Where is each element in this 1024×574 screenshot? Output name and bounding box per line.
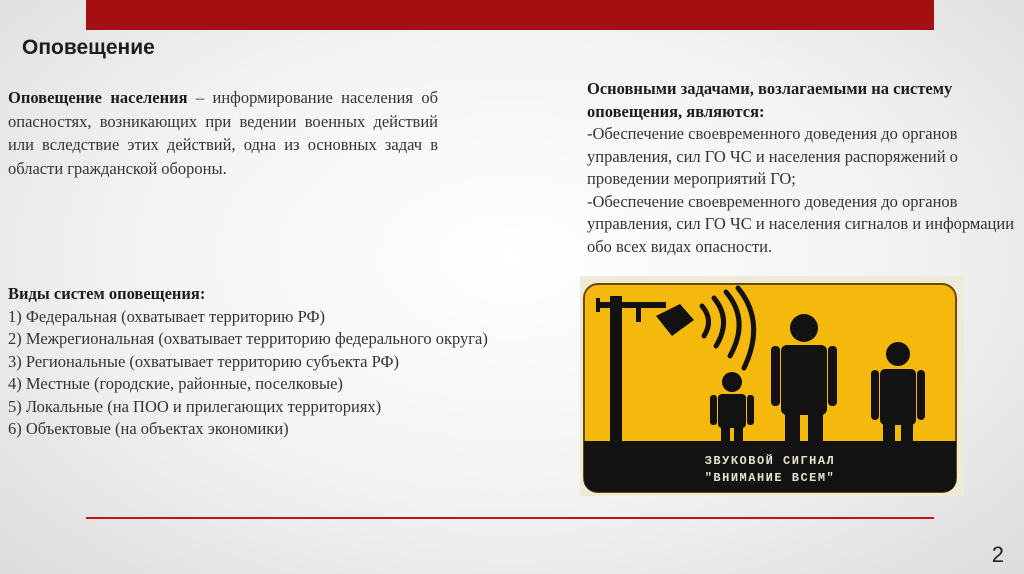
page-number: 2 xyxy=(991,542,1004,567)
types-block xyxy=(8,283,588,441)
tasks-heading: Основными задачами, возлагаемыми на систему оповещения, являются: xyxy=(587,79,953,121)
definition-text: – информирование населения об опасностях, возникающих при ведении военных действий или вследствие этих действий, одна из основных задач в области гражданской обороны. xyxy=(8,88,438,178)
sign-caption-line2: "ВНИМАНИЕ ВСЕМ" xyxy=(704,471,836,485)
pole-icon xyxy=(610,296,622,446)
warning-sign-image xyxy=(580,276,964,496)
pole-arm xyxy=(598,302,666,308)
header-bar xyxy=(86,0,934,30)
tasks-block xyxy=(587,78,1017,258)
pole-arm-end xyxy=(596,298,600,312)
pole-hanger xyxy=(636,308,641,322)
definition-paragraph xyxy=(8,86,438,180)
warning-sign-svg xyxy=(580,276,964,496)
task-item: -Обеспечение своевременного доведения до органов управления, сил ГО ЧС и населения сигналов и информации обо всех видах опасности. xyxy=(587,191,1015,256)
footer-divider xyxy=(86,517,934,519)
list-item: 3) Региональные (охватывает территорию субъекта РФ) xyxy=(8,351,400,371)
list-item: 1) Федеральная (охватывает территорию РФ) xyxy=(8,306,326,326)
list-item: 4) Местные (городские, районные, поселковые) xyxy=(8,374,343,393)
types-list xyxy=(8,306,588,441)
types-heading: Виды систем оповещения: xyxy=(8,284,206,303)
list-item: 6) Объектовые (на объектах экономики) xyxy=(8,419,289,438)
sign-caption-line1: ЗВУКОВОЙ СИГНАЛ xyxy=(704,454,836,468)
task-item: -Обеспечение своевременного доведения до органов управления, сил ГО ЧС и населения распоряжений о проведении мероприятий ГО; xyxy=(587,124,958,188)
list-item: 2) Межрегиональная (охватывает территорию федерального округа) xyxy=(8,329,488,348)
list-item: 5) Локальные (на ПОО и прилегающих территориях) xyxy=(8,396,382,416)
slide-title: Оповещение xyxy=(22,36,155,59)
definition-term: Оповещение населения xyxy=(8,88,188,107)
